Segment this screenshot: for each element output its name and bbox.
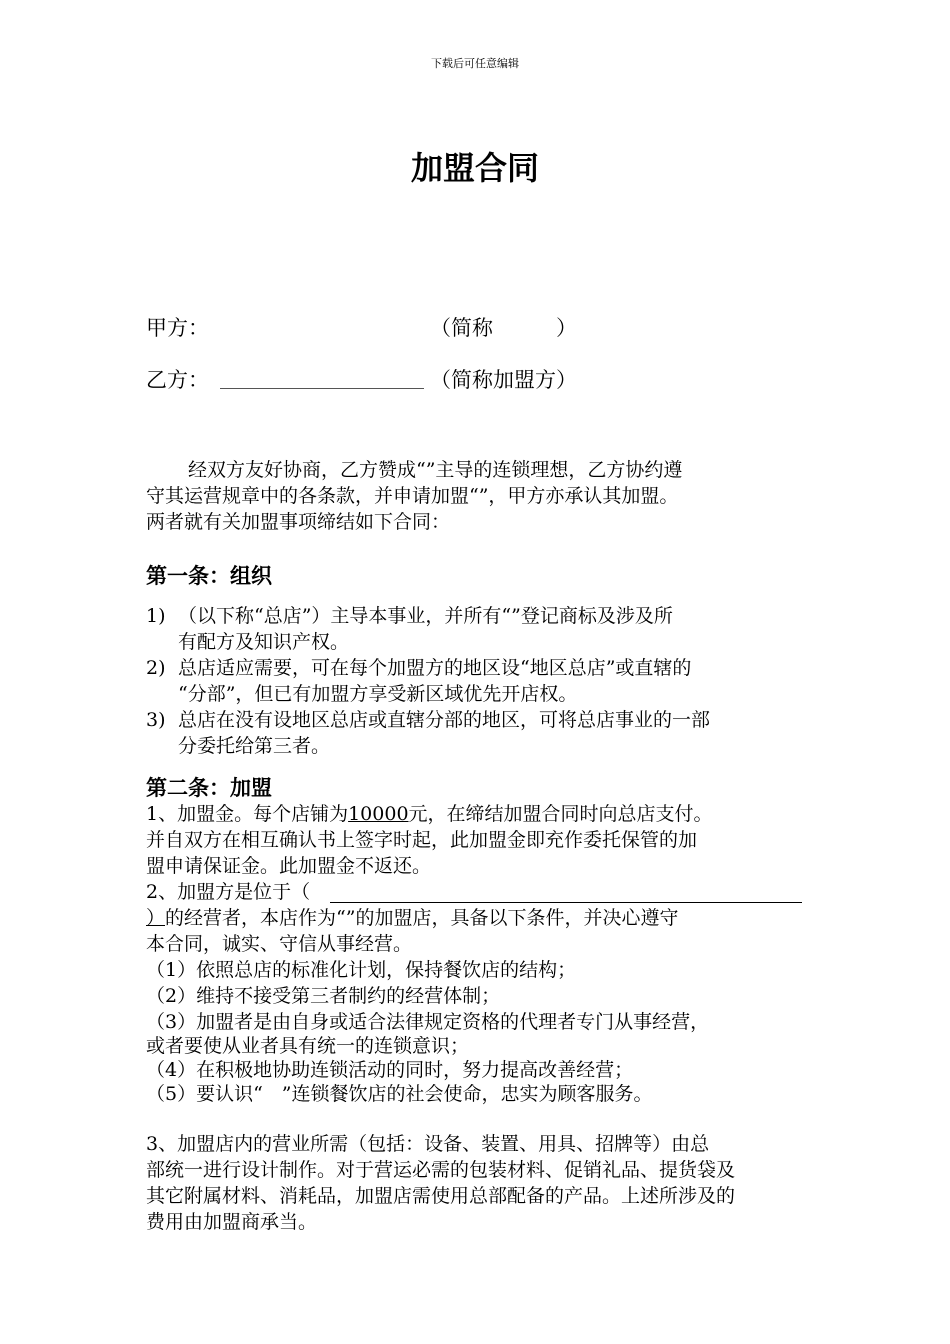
facilities-line: 3、加盟店内的营业所需（包括：设备、装置、用具、招牌等）由总 — [146, 1133, 710, 1155]
location-line: 本合同，诚实、守信从事经营。 — [146, 933, 413, 955]
fee-suffix: 元，在缔结加盟合同时向总店支付。 — [408, 803, 713, 825]
fee-line — [146, 802, 713, 826]
fee-prefix: 1、加盟金。每个店铺为 — [146, 803, 349, 825]
condition-line: （3）加盟者是由自身或适合法律规定资格的代理者专门从事经营， — [146, 1011, 710, 1033]
party-a-short: （简称 ） — [430, 316, 577, 340]
list-item-line: “分部”，但已有加盟方享受新区域优先开店权。 — [178, 683, 578, 705]
list-item-line: （以下称“总店”）主导本事业，并所有“”登记商标及涉及所 — [178, 605, 673, 627]
facilities-line: 费用由加盟商承当。 — [146, 1211, 318, 1233]
location-rest: 的经营者，本店作为“”的加盟店，具备以下条件，并决心遵守 — [165, 907, 679, 929]
party-b-blank[interactable] — [220, 366, 424, 389]
article2-heading: 第二条：加盟 — [146, 776, 272, 800]
facilities-line: 其它附属材料、消耗品，加盟店需使用总部配备的产品。上述所涉及的 — [146, 1185, 736, 1207]
location-line — [146, 906, 678, 930]
article1-heading: 第一条：组织 — [146, 564, 272, 588]
location-close: ） — [146, 907, 166, 929]
condition-line: （5）要认识“ ”连锁餐饮店的社会使命，忠实为顾客服务。 — [146, 1083, 653, 1105]
party-b-label: 乙方： — [146, 368, 209, 392]
list-item-line: 总店适应需要，可在每个加盟方的地区设“地区总店”或直辖的 — [178, 657, 692, 679]
list-number: 3) — [146, 709, 166, 731]
condition-line: （4）在积极地协助连锁活动的同时，努力提高改善经营； — [146, 1059, 634, 1081]
intro-line: 守其运营规章中的各条款，并申请加盟“”，甲方亦承认其加盟。 — [146, 485, 679, 507]
list-number: 2) — [146, 657, 166, 679]
list-item-line: 分委托给第三者。 — [178, 735, 331, 757]
facilities-line: 部统一进行设计制作。对于营运必需的包装材料、促销礼品、提货袋及 — [146, 1159, 736, 1181]
page-title: 加盟合同 — [410, 149, 539, 187]
list-item-line: 总店在没有设地区总店或直辖分部的地区，可将总店事业的一部 — [178, 709, 711, 731]
fee-line: 盟申请保证金。此加盟金不返还。 — [146, 855, 432, 877]
header-note: 下载后可任意编辑 — [431, 57, 519, 70]
condition-line: （2）维持不接受第三者制约的经营体制； — [146, 985, 501, 1007]
condition-line: （1）依照总店的标准化计划，保持餐饮店的结构； — [146, 959, 577, 981]
intro-line: 两者就有关加盟事项缔结如下合同： — [146, 511, 451, 533]
condition-line: 或者要使从业者具有统一的连锁意识； — [146, 1035, 470, 1057]
fee-amount: 10000 — [348, 803, 409, 825]
party-a-label: 甲方： — [146, 316, 209, 340]
location-prefix: 2、加盟方是位于（ — [146, 881, 311, 903]
fee-line: 并自双方在相互确认书上签字时起，此加盟金即充作委托保管的加 — [146, 829, 698, 851]
list-item-line: 有配方及知识产权。 — [178, 631, 350, 653]
list-number: 1) — [146, 605, 166, 627]
party-b-short: （简称加盟方） — [430, 368, 577, 392]
intro-line: 经双方友好协商，乙方赞成“”主导的连锁理想，乙方协约遵 — [188, 459, 683, 481]
location-blank[interactable] — [330, 880, 802, 903]
